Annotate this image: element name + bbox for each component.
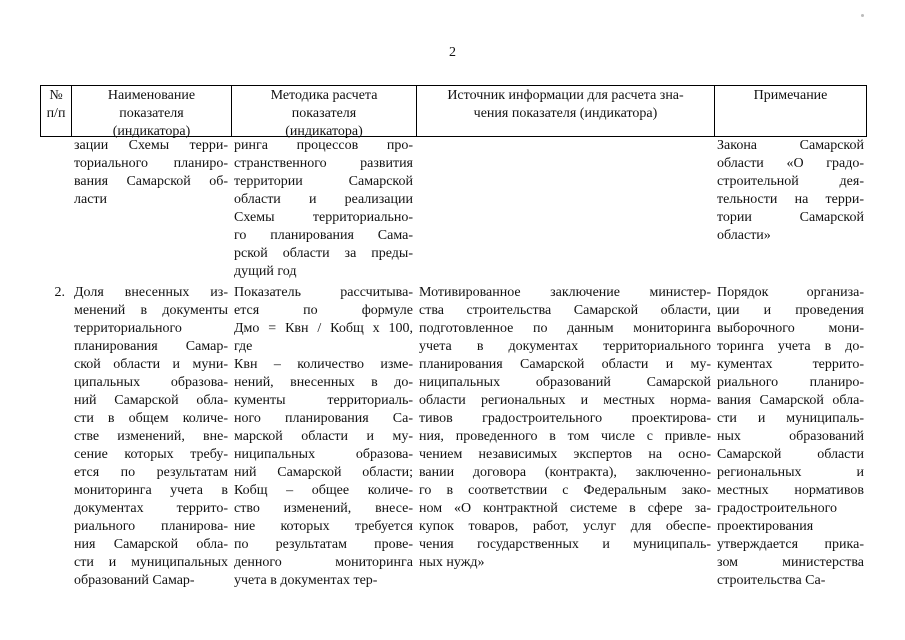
text-line: вания Самарской обла-: [717, 393, 864, 408]
header-number: [40, 85, 71, 137]
text-line: ции и проведения: [717, 303, 864, 318]
text-line: местных нормативов: [717, 483, 864, 498]
text-line: градостроительного: [717, 501, 838, 516]
text-line: (индикатора): [112, 124, 191, 139]
table-row: [40, 137, 867, 281]
text-line: выборочного мони-: [717, 321, 864, 336]
text-line: ства строительства Самарской области,: [419, 303, 711, 318]
row1-note: [714, 137, 867, 281]
header-note: [714, 85, 867, 137]
text-line: ного планирования Са-: [234, 411, 413, 426]
text-line: риального планиро-: [717, 375, 864, 390]
text-line: Схемы территориально-: [234, 210, 413, 225]
text-line: Дмо = Квн / Кобщ х 100,: [234, 321, 413, 336]
row1-indicator-name: [71, 137, 231, 281]
text-line: Примечание: [753, 88, 828, 103]
row2-indicator-name: [71, 284, 231, 590]
text-line: чения государственных и муниципаль-: [419, 537, 711, 552]
row2-calculation-method: [231, 284, 416, 590]
text-line: чения показателя (индикатора): [473, 106, 658, 121]
text-line: ном «О контрактной системе в сфере за-: [419, 501, 711, 516]
text-line: Квн – количество изме-: [234, 357, 413, 372]
text-line: ний Самарской области;: [234, 465, 413, 480]
text-line: купок товаров, работ, услуг для обеспе-: [419, 519, 711, 534]
corner-mark: [861, 14, 864, 17]
row1-calculation-method: [231, 137, 416, 281]
text-line: по результатам прове-: [234, 537, 413, 552]
text-line: Доля внесенных из-: [74, 285, 228, 300]
text-line: показателя: [291, 106, 357, 121]
text-line: области и реализации: [234, 192, 413, 207]
text-line: тивов градостроительного проектирова-: [419, 411, 711, 426]
text-line: ство изменений, внесе-: [234, 501, 413, 516]
text-line: го в соответствии с Федеральным зако-: [419, 483, 711, 498]
row1-number: [40, 137, 71, 281]
text-line: утверждается прика-: [717, 537, 864, 552]
text-line: тории Самарской: [717, 210, 864, 225]
text-line: зации Схемы терри-: [74, 138, 228, 153]
row2-information-source: [416, 284, 714, 590]
header-indicator-name: [71, 85, 231, 137]
text-line: го планирования Сама-: [234, 228, 413, 243]
text-line: документах террито-: [74, 501, 228, 516]
table-header-row: [40, 85, 867, 137]
text-line: ниципальных образований Самарской: [419, 375, 711, 390]
text-line: ных образований: [717, 429, 864, 444]
text-line: территориального: [74, 321, 182, 336]
text-line: ниципальных образова-: [234, 447, 413, 462]
text-line: области «О градо-: [717, 156, 864, 171]
table-row: [40, 284, 867, 590]
text-line: вания Самарской об-: [74, 174, 228, 189]
text-line: планирования Самарской области и му-: [419, 357, 711, 372]
text-line: п/п: [46, 106, 66, 121]
text-line: Наименование: [107, 88, 196, 103]
text-line: ется по результатам: [74, 465, 228, 480]
text-line: ний Самарской обла-: [74, 393, 228, 408]
text-line: ние которых требуется: [234, 519, 413, 534]
text-line: сти и муниципальных: [74, 555, 228, 570]
text-line: чением независимых экспертов на осно-: [419, 447, 711, 462]
text-line: Закона Самарской: [717, 138, 864, 153]
text-line: менений в документы: [74, 303, 228, 318]
text-line: ется по формуле: [234, 303, 413, 318]
text-line: риального планирова-: [74, 519, 228, 534]
text-line: дущий год: [234, 264, 297, 279]
text-line: марской области и му-: [234, 429, 413, 444]
text-line: сти и муниципаль-: [717, 411, 864, 426]
text-line: (индикатора): [285, 124, 363, 139]
text-line: планирования Самар-: [74, 339, 228, 354]
text-line: мониторинга учета в: [74, 483, 228, 498]
text-line: где: [234, 339, 253, 354]
text-line: образований Самар-: [74, 573, 195, 588]
text-line: сти в общем количе-: [74, 411, 228, 426]
text-line: тельности на терри-: [717, 192, 864, 207]
text-line: Порядок организа-: [717, 285, 864, 300]
row2-note: [714, 284, 867, 590]
header-calculation-method: [231, 85, 416, 137]
text-line: странственного развития: [234, 156, 413, 171]
text-line: Самарской области: [717, 447, 864, 462]
text-line: ных нужд»: [419, 555, 485, 570]
text-line: денного мониторинга: [234, 555, 413, 570]
text-line: показателя: [119, 106, 184, 121]
text-line: вании договора (контракта), заключенно-: [419, 465, 711, 480]
text-line: кументы территориаль-: [234, 393, 413, 408]
text-line: Мотивированное заключение министер-: [419, 285, 711, 300]
text-line: ципальных образова-: [74, 375, 228, 390]
text-line: нений, внесенных в до-: [234, 375, 413, 390]
text-line: региональных и: [717, 465, 864, 480]
header-information-source: [416, 85, 714, 137]
text-line: области»: [717, 228, 771, 243]
text-line: строительства Са-: [717, 573, 826, 588]
text-line: территории Самарской: [234, 174, 413, 189]
indicator-table: [40, 85, 867, 590]
text-line: ской области и муни-: [74, 357, 228, 372]
text-line: строительной дея-: [717, 174, 864, 189]
text-line: ласти: [74, 192, 108, 207]
text-line: рской области за преды-: [234, 246, 413, 261]
text-line: учета в документах территориального: [419, 339, 711, 354]
text-line: учета в документах тер-: [234, 573, 378, 588]
text-line: области региональных и местных норма-: [419, 393, 711, 408]
text-line: стве изменений, вне-: [74, 429, 228, 444]
text-line: ринга процессов про-: [234, 138, 413, 153]
row2-number: 2.: [54, 285, 65, 300]
text-line: ния Самарской обла-: [74, 537, 228, 552]
text-line: Кобщ – общее количе-: [234, 483, 413, 498]
page-number: 2: [449, 45, 456, 60]
text-line: торинга учета в до-: [717, 339, 864, 354]
text-line: сение которых требу-: [74, 447, 228, 462]
text-line: Источник информации для расчета зна-: [447, 88, 684, 103]
row1-information-source: [416, 137, 714, 281]
text-line: подготовленное по данным мониторинга: [419, 321, 711, 336]
text-line: зом министерства: [717, 555, 864, 570]
text-line: проектирования: [717, 519, 814, 534]
text-line: ториального планиро-: [74, 156, 228, 171]
text-line: №: [49, 88, 63, 103]
text-line: ния, проведенного в том числе с привле-: [419, 429, 711, 444]
text-line: кументах террито-: [717, 357, 864, 372]
text-line: Показатель рассчитыва-: [234, 285, 413, 300]
text-line: Методика расчета: [270, 88, 378, 103]
